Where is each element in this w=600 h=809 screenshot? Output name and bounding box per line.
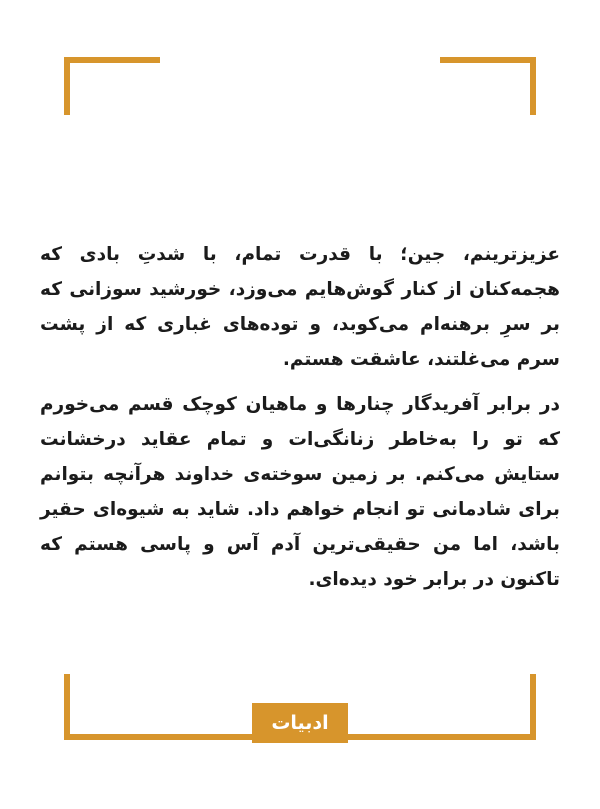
- quote-paragraph-2: در برابر آفریدگار چنارها و ماهیان کوچک قسم می‌خورم که تو را به‌خاطر زنانگی‌ات و تمام عقاید درخشانت ستایش می‌کنم. بر زمین سوخته‌ی خداوند هرآنچه بتوانم برای شادمانی تو انجام خواهم داد. شاید به شیوه‌ای حقیر باشد، اما من حقیقی‌ترین آدم آس و پاسی هستم که تاکنون در برابر خود دیده‌ای.: [40, 394, 560, 590]
- frame-corner-top-left: [64, 57, 160, 115]
- frame-corner-top-right: [440, 57, 536, 115]
- category-badge: ادبیات: [252, 703, 348, 743]
- frame-corner-bottom-right: [342, 674, 536, 740]
- frame-corner-bottom-left: [64, 674, 258, 740]
- quote-paragraph-1: عزیزترینم، جین؛ با قدرت تمام، با شدتِ بادی که هجمه‌کنان از کنار گوش‌هایم می‌وزد، خورشید سوزانی که بر سرِ برهنه‌ام می‌کوبد، و توده‌های غباری که از پشت سرم می‌غلتند، عاشقت هستم.: [40, 244, 560, 370]
